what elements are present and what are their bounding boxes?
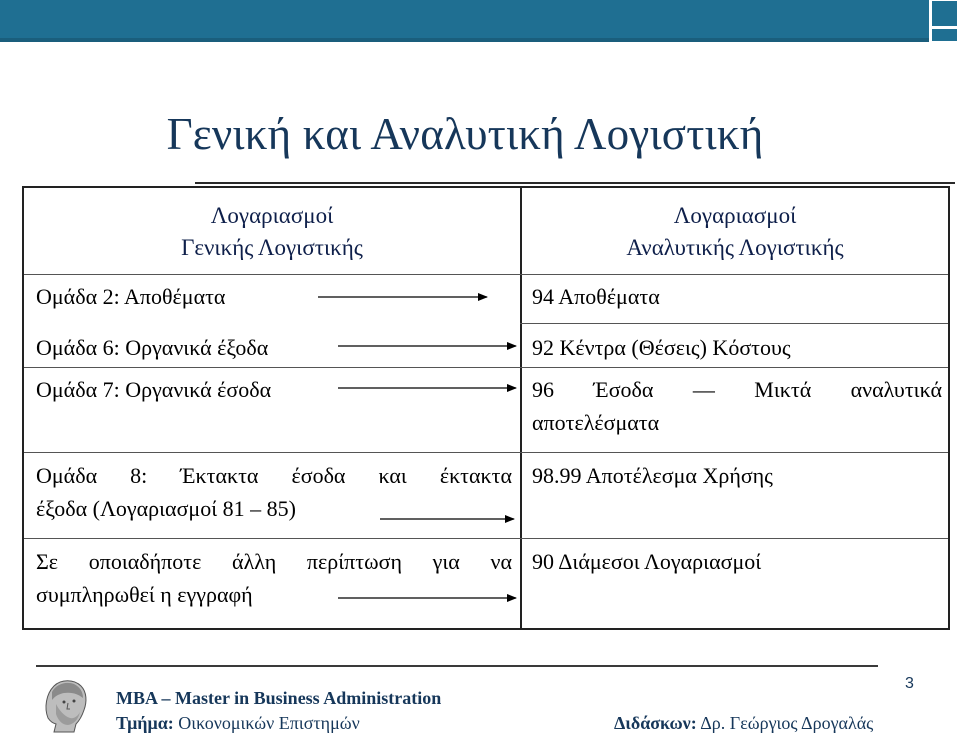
- footer-dept-label: Τμήμα:: [116, 713, 174, 733]
- row4-right: 98.99 Αποτέλεσμα Χρήσης: [532, 463, 773, 488]
- footer-teacher-value: Δρ. Γεώργιος Δρογαλάς: [700, 713, 874, 733]
- row5-right: 90 Διάμεσοι Λογαριασμοί: [532, 549, 762, 574]
- row5-left-line1: Σε οποιαδήποτε άλλη περίπτωση για να: [36, 549, 512, 574]
- footer-program: MBA – Master in Business Administration: [116, 688, 442, 708]
- right-header-line1: Λογαριασμοί: [673, 203, 797, 228]
- row5-left-line2: συμπληρωθεί η εγγραφή: [36, 582, 253, 607]
- left-header-line1: Λογαριασμοί: [210, 203, 334, 228]
- footer-dept-value: Οικονομικών Επιστημών: [178, 713, 360, 733]
- footer-rule: [36, 665, 878, 667]
- row2-right: 92 Κέντρα (Θέσεις) Κόστους: [532, 335, 791, 360]
- page-number: 3: [905, 675, 914, 692]
- row2-left: Ομάδα 6: Οργανικά έξοδα: [36, 335, 269, 360]
- slide-title: Γενική και Αναλυτική Λογιστική: [166, 109, 764, 159]
- left-header-line2: Γενικής Λογιστικής: [181, 235, 363, 260]
- row4-left-line1: Ομάδα 8: Έκτακτα έσοδα και έκτακτα: [36, 463, 512, 488]
- greek-bust-logo-icon: [34, 672, 96, 734]
- row1-left: Ομάδα 2: Αποθέματα: [36, 284, 226, 309]
- row3-left: Ομάδα 7: Οργανικά έσοδα: [36, 377, 272, 402]
- row3-right-line2: αποτελέσματα: [532, 410, 660, 435]
- footer-teacher: [614, 713, 873, 734]
- footer-teacher-label: Διδάσκων:: [614, 713, 697, 733]
- right-header-line2: Αναλυτικής Λογιστικής: [626, 235, 844, 260]
- row3-right-line1: 96 Έσοδα — Μικτά αναλυτικά: [532, 377, 942, 402]
- row4-left-line2: έξοδα (Λογαριασμοί 81 – 85): [36, 496, 296, 521]
- row1-right: 94 Αποθέματα: [532, 284, 660, 309]
- footer-department: [116, 713, 360, 734]
